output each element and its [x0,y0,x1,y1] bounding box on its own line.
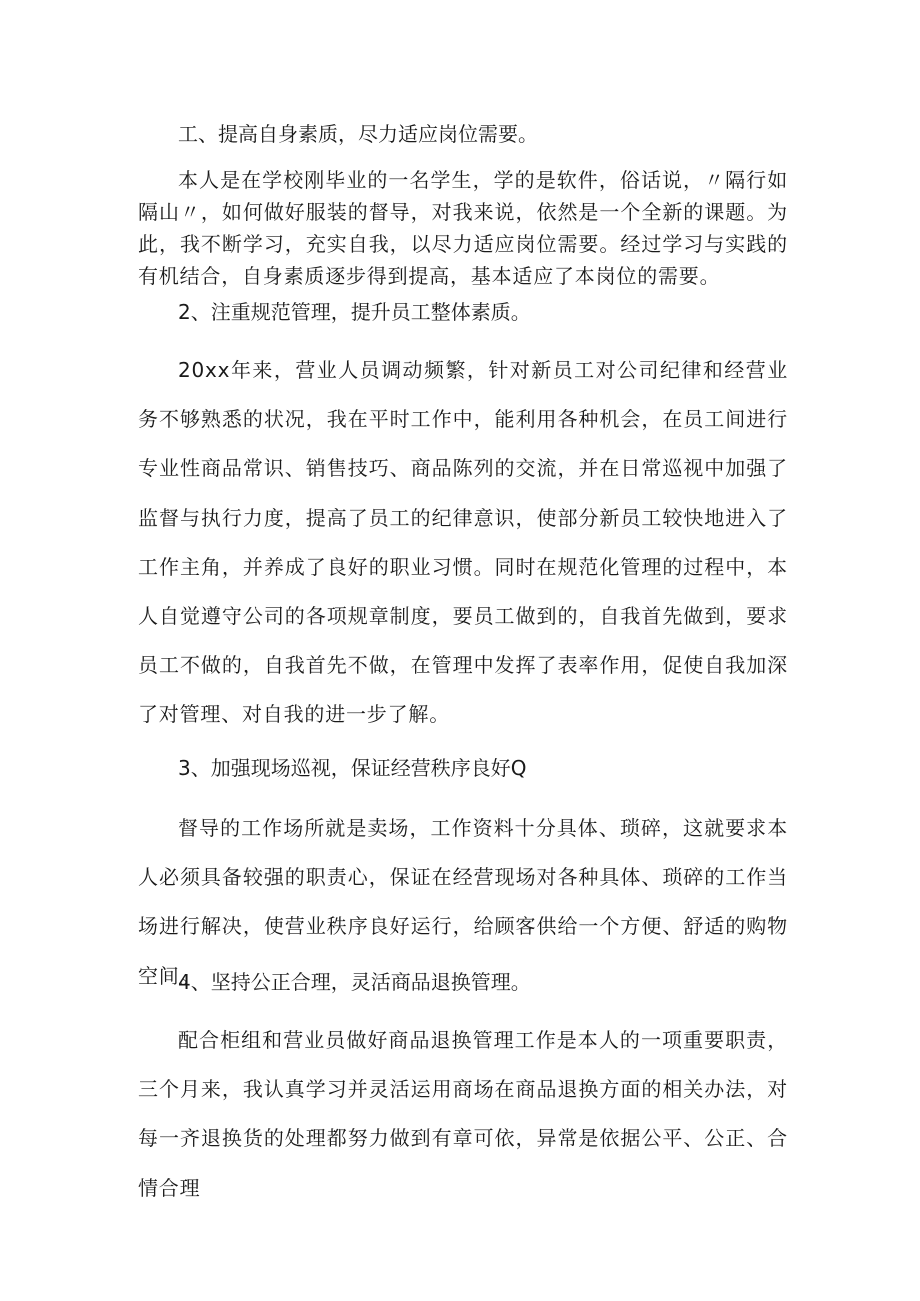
paragraph-4: 配合柜组和营业员做好商品退换管理工作是本人的一项重要职责，三个月来，我认真学习并灵活运用商场在商品退换方面的相关办法，对每一齐退换货的处理都努力做到有章可依，异常是依据公平、公正、合情合理 [138,1028,788,1200]
paragraph-3: 督导的工作场所就是卖场，工作资料十分具体、琐碎，这就要求本人必须具备较强的职责心，保证在经营现场对各种具体、琐碎的工作当场进行解决，使营业秩序良好运行，给顾客供给一个方便、舒适的购物空间。 [138,816,788,988]
section-heading-4: 4、坚持公正合理，灵活商品退换管理。 [178,970,531,994]
section-heading-3: 3、加强现场巡视，保证经营秩序良好Q [178,756,527,780]
section-heading-2: 2、注重规范管理，提升员工整体素质。 [178,300,531,324]
paragraph-1: 本人是在学校刚毕业的一名学生，学的是软件，俗话说，〃隔行如隔山〃，如何做好服装的督导，对我来说，依然是一个全新的课题。为此，我不断学习，充实自我，以尽力适应岗位需要。经过学习与实践的有机结合，自身素质逐步得到提高，基本适应了本岗位的需要。 [138,168,788,288]
section-heading-1: 工、提高自身素质，尽力适应岗位需要。 [178,122,538,146]
paragraph-2: 20xx年来，营业人员调动频繁，针对新员工对公司纪律和经营业务不够熟悉的状况，我在平时工作中，能利用各种机会，在员工间进行专业性商品常识、销售技巧、商品陈列的交流，并在日常巡视中加强了监督与执行力度，提高了员工的纪律意识，使部分新员工较快地进入了工作主角，并养成了良好的职业习惯。同时在规范化管理的过程中，本人自觉遵守公司的各项规章制度，要员工做到的，自我首先做到，要求员工不做的，自我首先不做，在管理中发挥了表率作用，促使自我加深了对管理、对自我的进一步了解。 [138,358,788,727]
